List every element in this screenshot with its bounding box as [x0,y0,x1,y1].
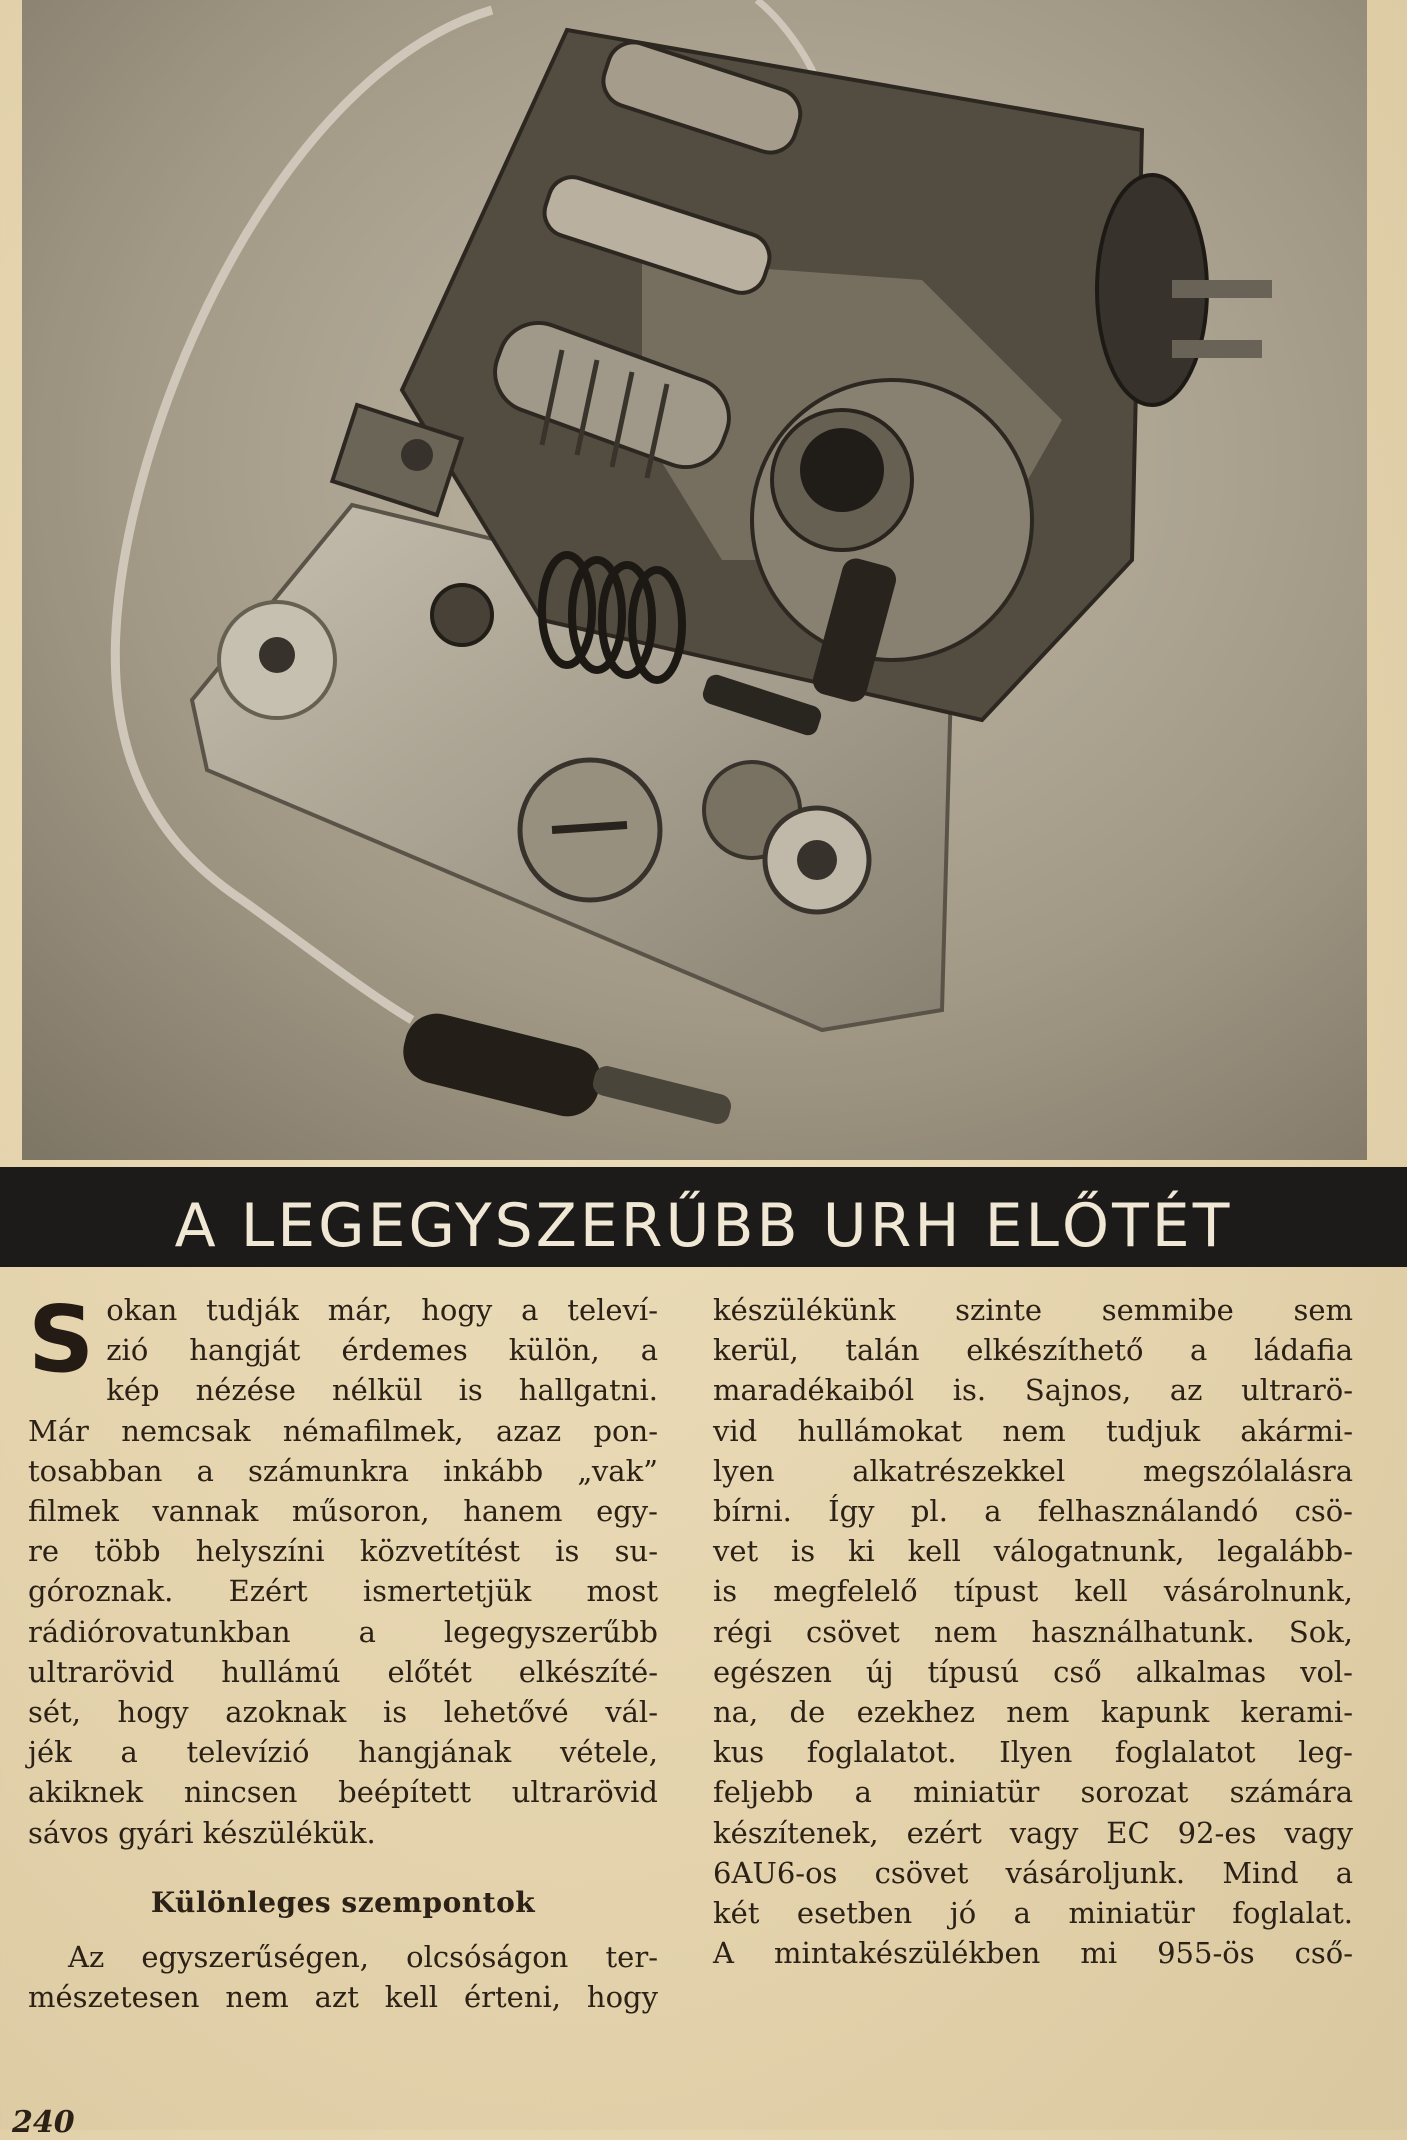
text-line: Már nemcsak némafilmek, azaz pon- [28,1413,658,1448]
left-column [28,1286,658,2017]
text-line: A mintakészülékben mi 955-ös cső- [713,1936,1353,1971]
text-line: filmek vannak műsoron, hanem egy- [28,1494,658,1529]
text-line: lyen alkatrészekkel megszólalásra [713,1453,1353,1488]
drop-cap-lines [106,1290,658,1411]
paragraph-special [28,1937,658,2017]
drop-cap: S [28,1286,95,1393]
text-line: jék a televízió hangjának vétele, [28,1735,658,1770]
text-line: ultrarövid hullámú előtét elkészíté- [28,1654,658,1689]
text-line: régi csövet nem használhatunk. Sok, [713,1614,1353,1649]
text-line: rádiórovatunkban a legegyszerűbb [28,1614,658,1649]
text-line: két esetben jó a miniatür foglalat. [713,1896,1353,1931]
title-bar [0,1167,1407,1267]
text-line: re több helyszíni közvetítést is su- [28,1534,658,1569]
text-line: készülékünk szinte semmibe sem [713,1293,1353,1327]
text-line: 6AU6-os csövet vásároljunk. Mind a [713,1855,1353,1890]
paragraph-intro [28,1411,658,1853]
text-line: sét, hogy azoknak is lehetővé vál- [28,1695,658,1730]
text-line: mészetesen nem azt kell érteni, hogy [28,1980,658,2015]
photo-urh-device [22,0,1367,1160]
text-line: góroznak. Ezért ismertetjük most [28,1574,658,1609]
article-title: A LEGEGYSZERŰBB URH ELŐTÉT [174,1191,1233,1261]
text-line: kép nézése nélkül is hallgatni. [106,1373,658,1408]
text-line: feljebb a miniatür sorozat számára [713,1775,1353,1810]
text-line: vet is ki kell válogatnunk, legalább- [713,1534,1353,1569]
text-line: akiknek nincsen beépített ultrarövid [28,1775,658,1810]
text-line: tosabban a számunkra inkább „vak” [28,1453,658,1488]
text-line: bírni. Így pl. a felhasználandó csö- [713,1494,1353,1529]
text-line: okan tudják már, hogy a televí- [106,1293,658,1327]
text-line: kerül, talán elkészíthető a ládafia [713,1333,1353,1368]
text-line: sávos gyári készülékük. [28,1815,376,1850]
paragraph-continued [713,1290,1353,1973]
text-line: vid hullámokat nem tudjuk akármi- [713,1413,1353,1448]
text-line: kus foglalatot. Ilyen foglalatot leg- [713,1735,1353,1770]
text-line: Az egyszerűségen, olcsóságon ter- [68,1940,658,1975]
text-line: készítenek, ezért vagy EC 92-es vagy [713,1815,1353,1850]
text-line: egészen új típusú cső alkalmas vol- [713,1654,1353,1689]
text-line: is megfelelő típust kell vásárolnunk, [713,1574,1353,1609]
subheading: Különleges szempontok [150,1885,536,1919]
text-line: zió hangját érdemes külön, a [106,1333,658,1368]
text-line: maradékaiból is. Sajnos, az ultrarö- [713,1373,1353,1408]
text-line: na, de ezekhez nem kapunk kerami- [713,1695,1353,1730]
right-column [713,1290,1353,1973]
page-number: 240 [12,2105,75,2140]
